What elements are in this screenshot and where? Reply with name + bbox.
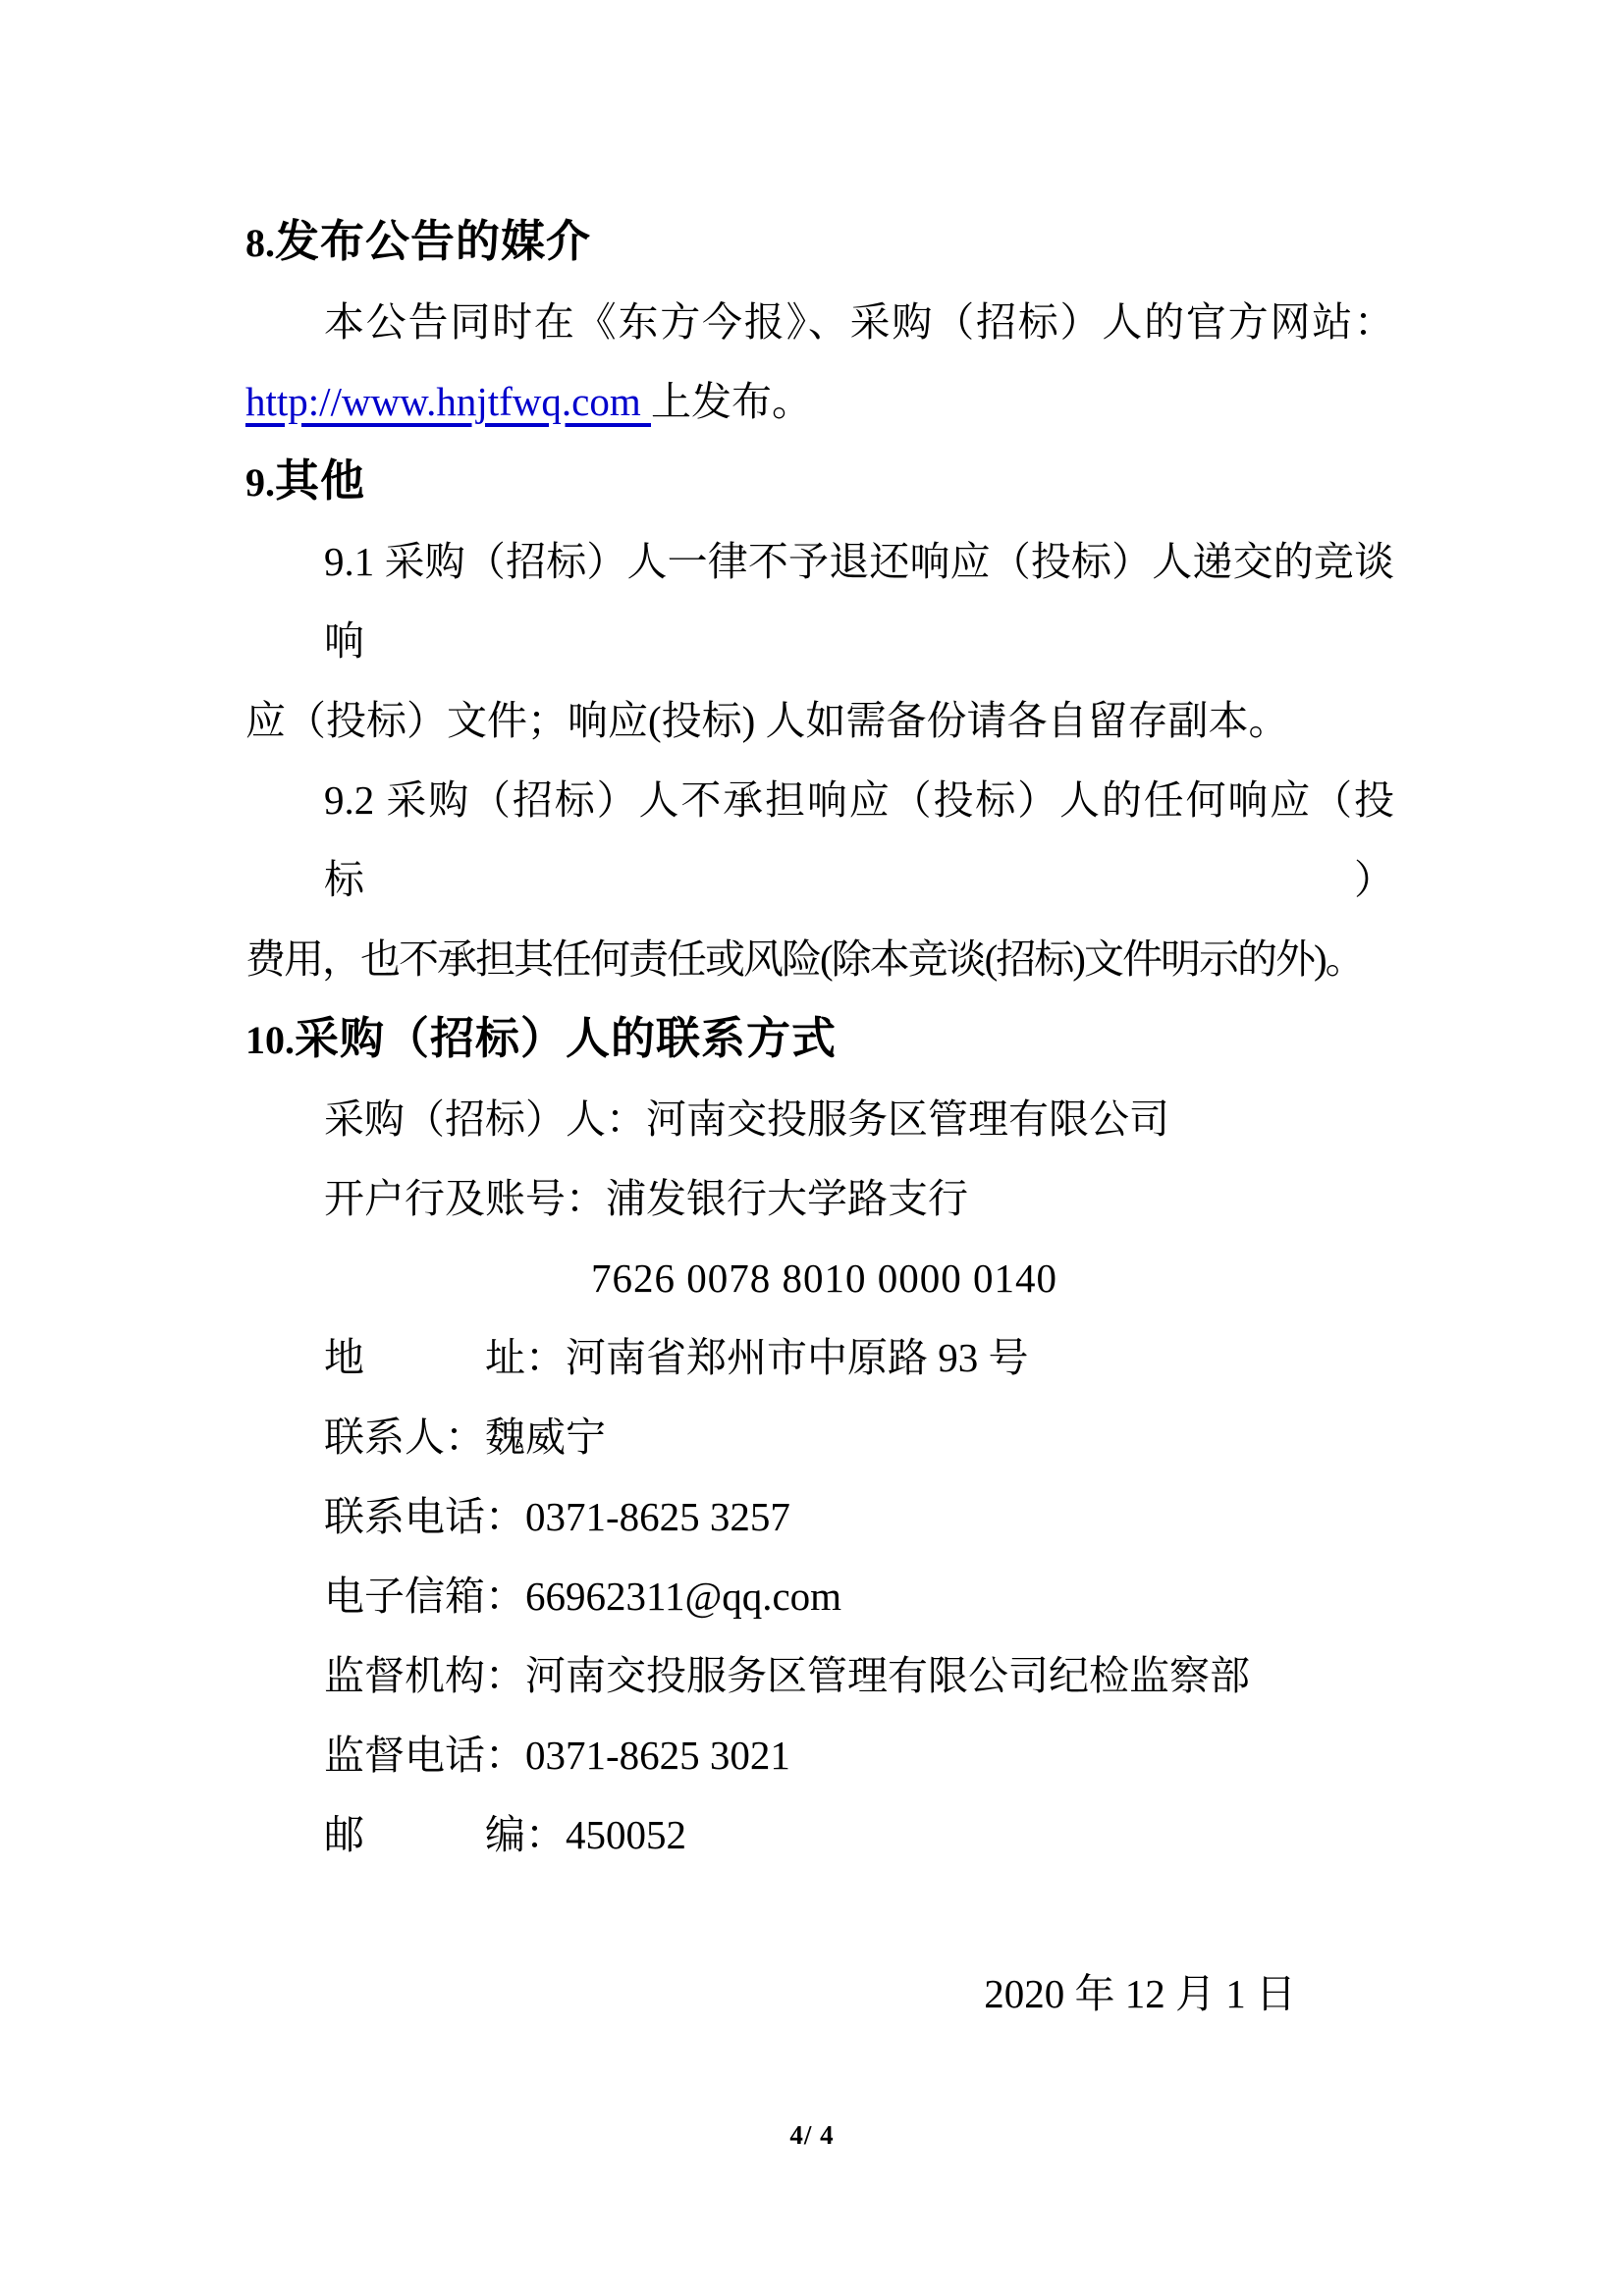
clause-9-1-line1: 9.1 采购（招标）人一律不予退还响应（投标）人递交的竞谈响 (324, 539, 1394, 664)
document-content (245, 202, 1394, 2034)
website-link[interactable]: http://www.hnjtfwq.com (245, 379, 652, 424)
section10-title: 采购（招标）人的联系方式 (295, 1014, 838, 1063)
section8-paragraph-line1: 本公告同时在《东方今报》、采购（招标）人的官方网站： (324, 299, 1394, 345)
section10-number: 10. (245, 1018, 295, 1062)
page-number: 4/ 4 (789, 2120, 835, 2150)
account-number-line: 7626 0078 8010 0000 0140 (591, 1255, 1057, 1301)
contact-phone-line: 联系电话：0371-8625 3257 (324, 1494, 790, 1539)
section10-heading (245, 999, 1394, 1080)
bank-line: 开户行及账号：浦发银行大学路支行 (324, 1176, 968, 1221)
date-line: 2020 年 12 月 1 日 (984, 1971, 1296, 2016)
clause-9-2-line1: 9.2 采购（招标）人不承担响应（投标）人的任何响应（投标） (324, 777, 1394, 902)
section8-number: 8. (245, 221, 275, 265)
supervisor-phone-line: 监督电话：0371-8625 3021 (324, 1733, 790, 1778)
purchaser-line: 采购（招标）人：河南交投服务区管理有限公司 (324, 1096, 1169, 1142)
email-line: 电子信箱：66962311@qq.com (324, 1574, 842, 1619)
address-line: 地 址：河南省郑州市中原路 93 号 (324, 1335, 1029, 1380)
section9-title: 其他 (275, 456, 366, 506)
clause-9-1-line2: 应（投标）文件；响应(投标) 人如需备份请各自留存副本。 (245, 698, 1289, 743)
url-suffix-text: 上发布。 (651, 379, 813, 424)
section9-heading (245, 442, 1394, 522)
supervisor-org-line: 监督机构：河南交投服务区管理有限公司纪检监察部 (324, 1653, 1250, 1698)
section8-heading (245, 202, 1394, 283)
section8-url-line (245, 362, 1394, 442)
contact-person-line: 联系人：魏威宁 (324, 1415, 606, 1460)
clause-9-2-line2: 费用，也不承担其任何责任或风险(除本竞谈(招标)文件明示的外)。 (245, 936, 1364, 982)
section8-title: 发布公告的媒介 (275, 217, 592, 266)
section9-number: 9. (245, 460, 275, 505)
postal-code-line: 邮 编：450052 (324, 1812, 686, 1857)
